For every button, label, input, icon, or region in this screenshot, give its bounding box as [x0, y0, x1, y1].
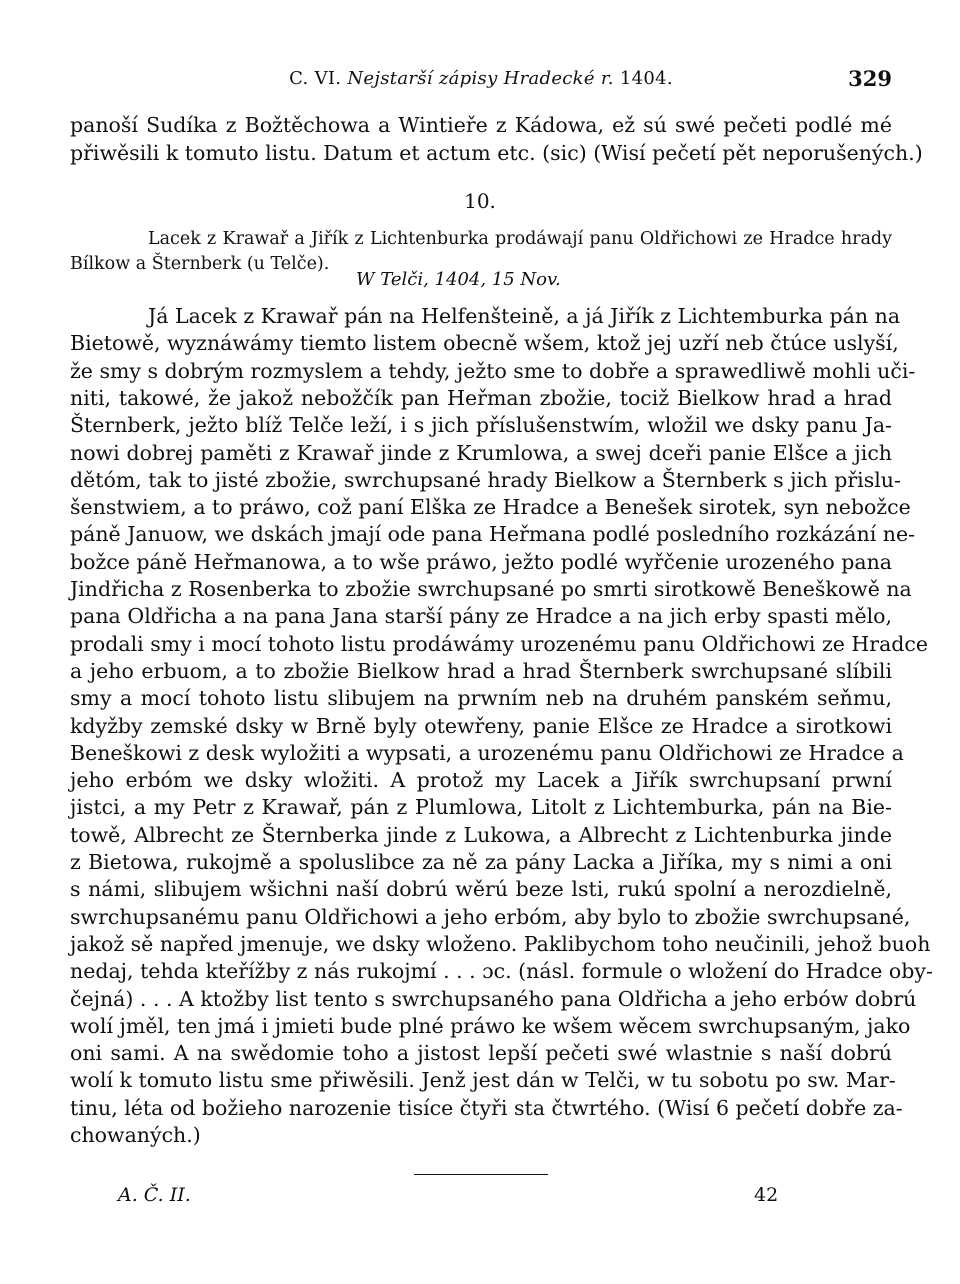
- body-line: chowaných.): [70, 1123, 201, 1147]
- body-line: Beneškowi z desk wyložiti a wypsati, a urozenému panu Oldřichowi ze Hradce a: [70, 740, 904, 765]
- footer-rule: [414, 1174, 548, 1175]
- body-line: oni sami. A na swědomie toho a jistost lepší pečeti swé wlastnie s naší dobrú: [70, 1041, 892, 1066]
- body-line: a jeho erbuom, a to zbožie Bielkow hrad a hrad Šternberk swrchupsané slíbili: [70, 658, 892, 683]
- running-head-title: [70, 68, 892, 89]
- running-head-chapter: C. VI.: [289, 68, 342, 89]
- summary-line: Lacek z Krawař a Jiřík z Lichtenburka prodáwají panu Oldřichowi ze Hradce hrady: [148, 229, 892, 249]
- body-line: wolí jměl, ten jmá i jmieti bude plné práwo ke wšem wěcem swrchupsaným, jako: [70, 1013, 911, 1038]
- body-line: Bietowě, wyznáwámy tiemto listem obecně wšem, ktož jej uzří neb čtúce uslyší,: [70, 331, 899, 356]
- body-line: šenstwiem, a to práwo, což paní Elška ze Hradce a Benešek sirotek, syn nebožce: [70, 495, 911, 520]
- document-number: 10.: [464, 189, 496, 213]
- body-line: Já Lacek z Krawař pán na Helfenšteině, a já Jiřík z Lichtemburka pán na: [148, 304, 901, 328]
- sheet-number: 42: [754, 1184, 779, 1206]
- body-line: prodali smy i mocí tohoto listu prodáwámy urozenému panu Oldřichowi ze Hradce: [70, 631, 929, 656]
- body-line: že smy s dobrým rozmyslem a tehdy, ježto sme to dobře a sprawedliwě mohli uči-: [70, 358, 916, 383]
- intro-line: přiwěsili k tomuto listu. Datum et actum etc. (sic) (Wisí pečetí pět neporušených.): [70, 140, 923, 165]
- body-line: z Bietowa, rukojmě a spoluslibce za ně za pány Lacka a Jiříka, my s nimi a oni: [70, 850, 892, 874]
- summary-line: Bílkow a Šternberk (u Telče).: [70, 254, 330, 274]
- body-line: wolí k tomuto listu sme přiwěsili. Jenž jest dán w Telči, w tu sobotu po sw. Mar-: [70, 1068, 896, 1093]
- body-line: swrchupsanému panu Oldřichowi a jeho erbóm, aby bylo to zbožie swrchupsané,: [70, 904, 911, 929]
- body-line: tinu, léta od božieho narozenie tisíce čtyři sta čtwrtého. (Wisí 6 pečetí dobře za-: [70, 1095, 903, 1120]
- body-line: jeho erbóm we dsky wložiti. A protož my Lacek a Jiřík swrchupsaní prwní: [70, 768, 892, 793]
- body-line: smy a mocí tohoto listu slibujem na prwním neb na druhém panském seňmu,: [70, 686, 892, 711]
- body-line: niti, takowé, že jakož nebožčík pan Heřman zbožie, tociž Bielkow hrad a hrad: [70, 385, 892, 410]
- body-line: čejná) . . . A ktožby list tento s swrchupsaného pana Oldřicha a jeho erbów dobrú: [70, 986, 917, 1011]
- running-head-italic-title: Nejstarší zápisy Hradecké r.: [347, 68, 614, 89]
- running-head: [70, 66, 892, 94]
- body-line: towě, Albrecht ze Šternberka jinde z Lukowa, a Albrecht z Lichtenburka jinde: [70, 822, 892, 847]
- body-line: jakož sě napřed jmenuje, we dsky wloženo. Paklibychom toho neučinili, jehož buoh: [70, 931, 931, 956]
- body-line: dětóm, tak to jisté zbožie, swrchupsané hrady Bielkow a Šternberk s jich přislu-: [70, 467, 901, 492]
- body-line: s námi, slibujem wšichni naší dobrú wěrú beze lsti, rukú spolní a nerozdielně,: [70, 877, 892, 902]
- body-line: nowi dobrej paměti z Krawař jinde z Krumlowa, a swej dceři panie Elšce a jich: [70, 440, 892, 465]
- body-line: Šternberk, ježto blíž Telče leží, i s jich příslušenstwím, wložil we dsky panu Ja-: [70, 413, 892, 438]
- dateline: [356, 269, 561, 290]
- page-number: 329: [848, 66, 892, 91]
- signature-mark: A. Č. II.: [118, 1184, 191, 1206]
- dateline-date: 1404, 15 Nov.: [434, 269, 561, 290]
- body-line: Jindřicha z Rosenberka to zbožie swrchupsané po smrti sirotkowě Beneškowě na: [70, 577, 912, 601]
- body-line: božce páně Heřmanowa, a to wše práwo, ježto podlé wyřčenie urozeného pana: [70, 549, 892, 574]
- body-line: kdyžby zemské dsky w Brně byly otewřeny, panie Elšce ze Hradce a sirotkowi: [70, 713, 892, 738]
- running-head-year: 1404.: [619, 68, 673, 89]
- body-line: nedaj, tehda kteřížby z nás rukojmí . . . ɔc. (násl. formule o wložení do Hradce oby-: [70, 959, 933, 984]
- body-line: jistci, a my Petr z Krawař, pán z Plumlowa, Litolt z Lichtemburka, pán na Bie-: [70, 795, 892, 820]
- dateline-place: W Telči,: [356, 269, 429, 290]
- body-line: páně Januow, we dskách jmají ode pana Heřmana podlé posledního rozkázání ne-: [70, 522, 916, 547]
- body-line: pana Oldřicha a na pana Jana starší pány ze Hradce a na jich erby spasti mělo,: [70, 604, 892, 629]
- intro-line: panoší Sudíka z Božtěchowa a Wintieře z Kádowa, ež sú swé pečeti podlé mé: [70, 113, 892, 137]
